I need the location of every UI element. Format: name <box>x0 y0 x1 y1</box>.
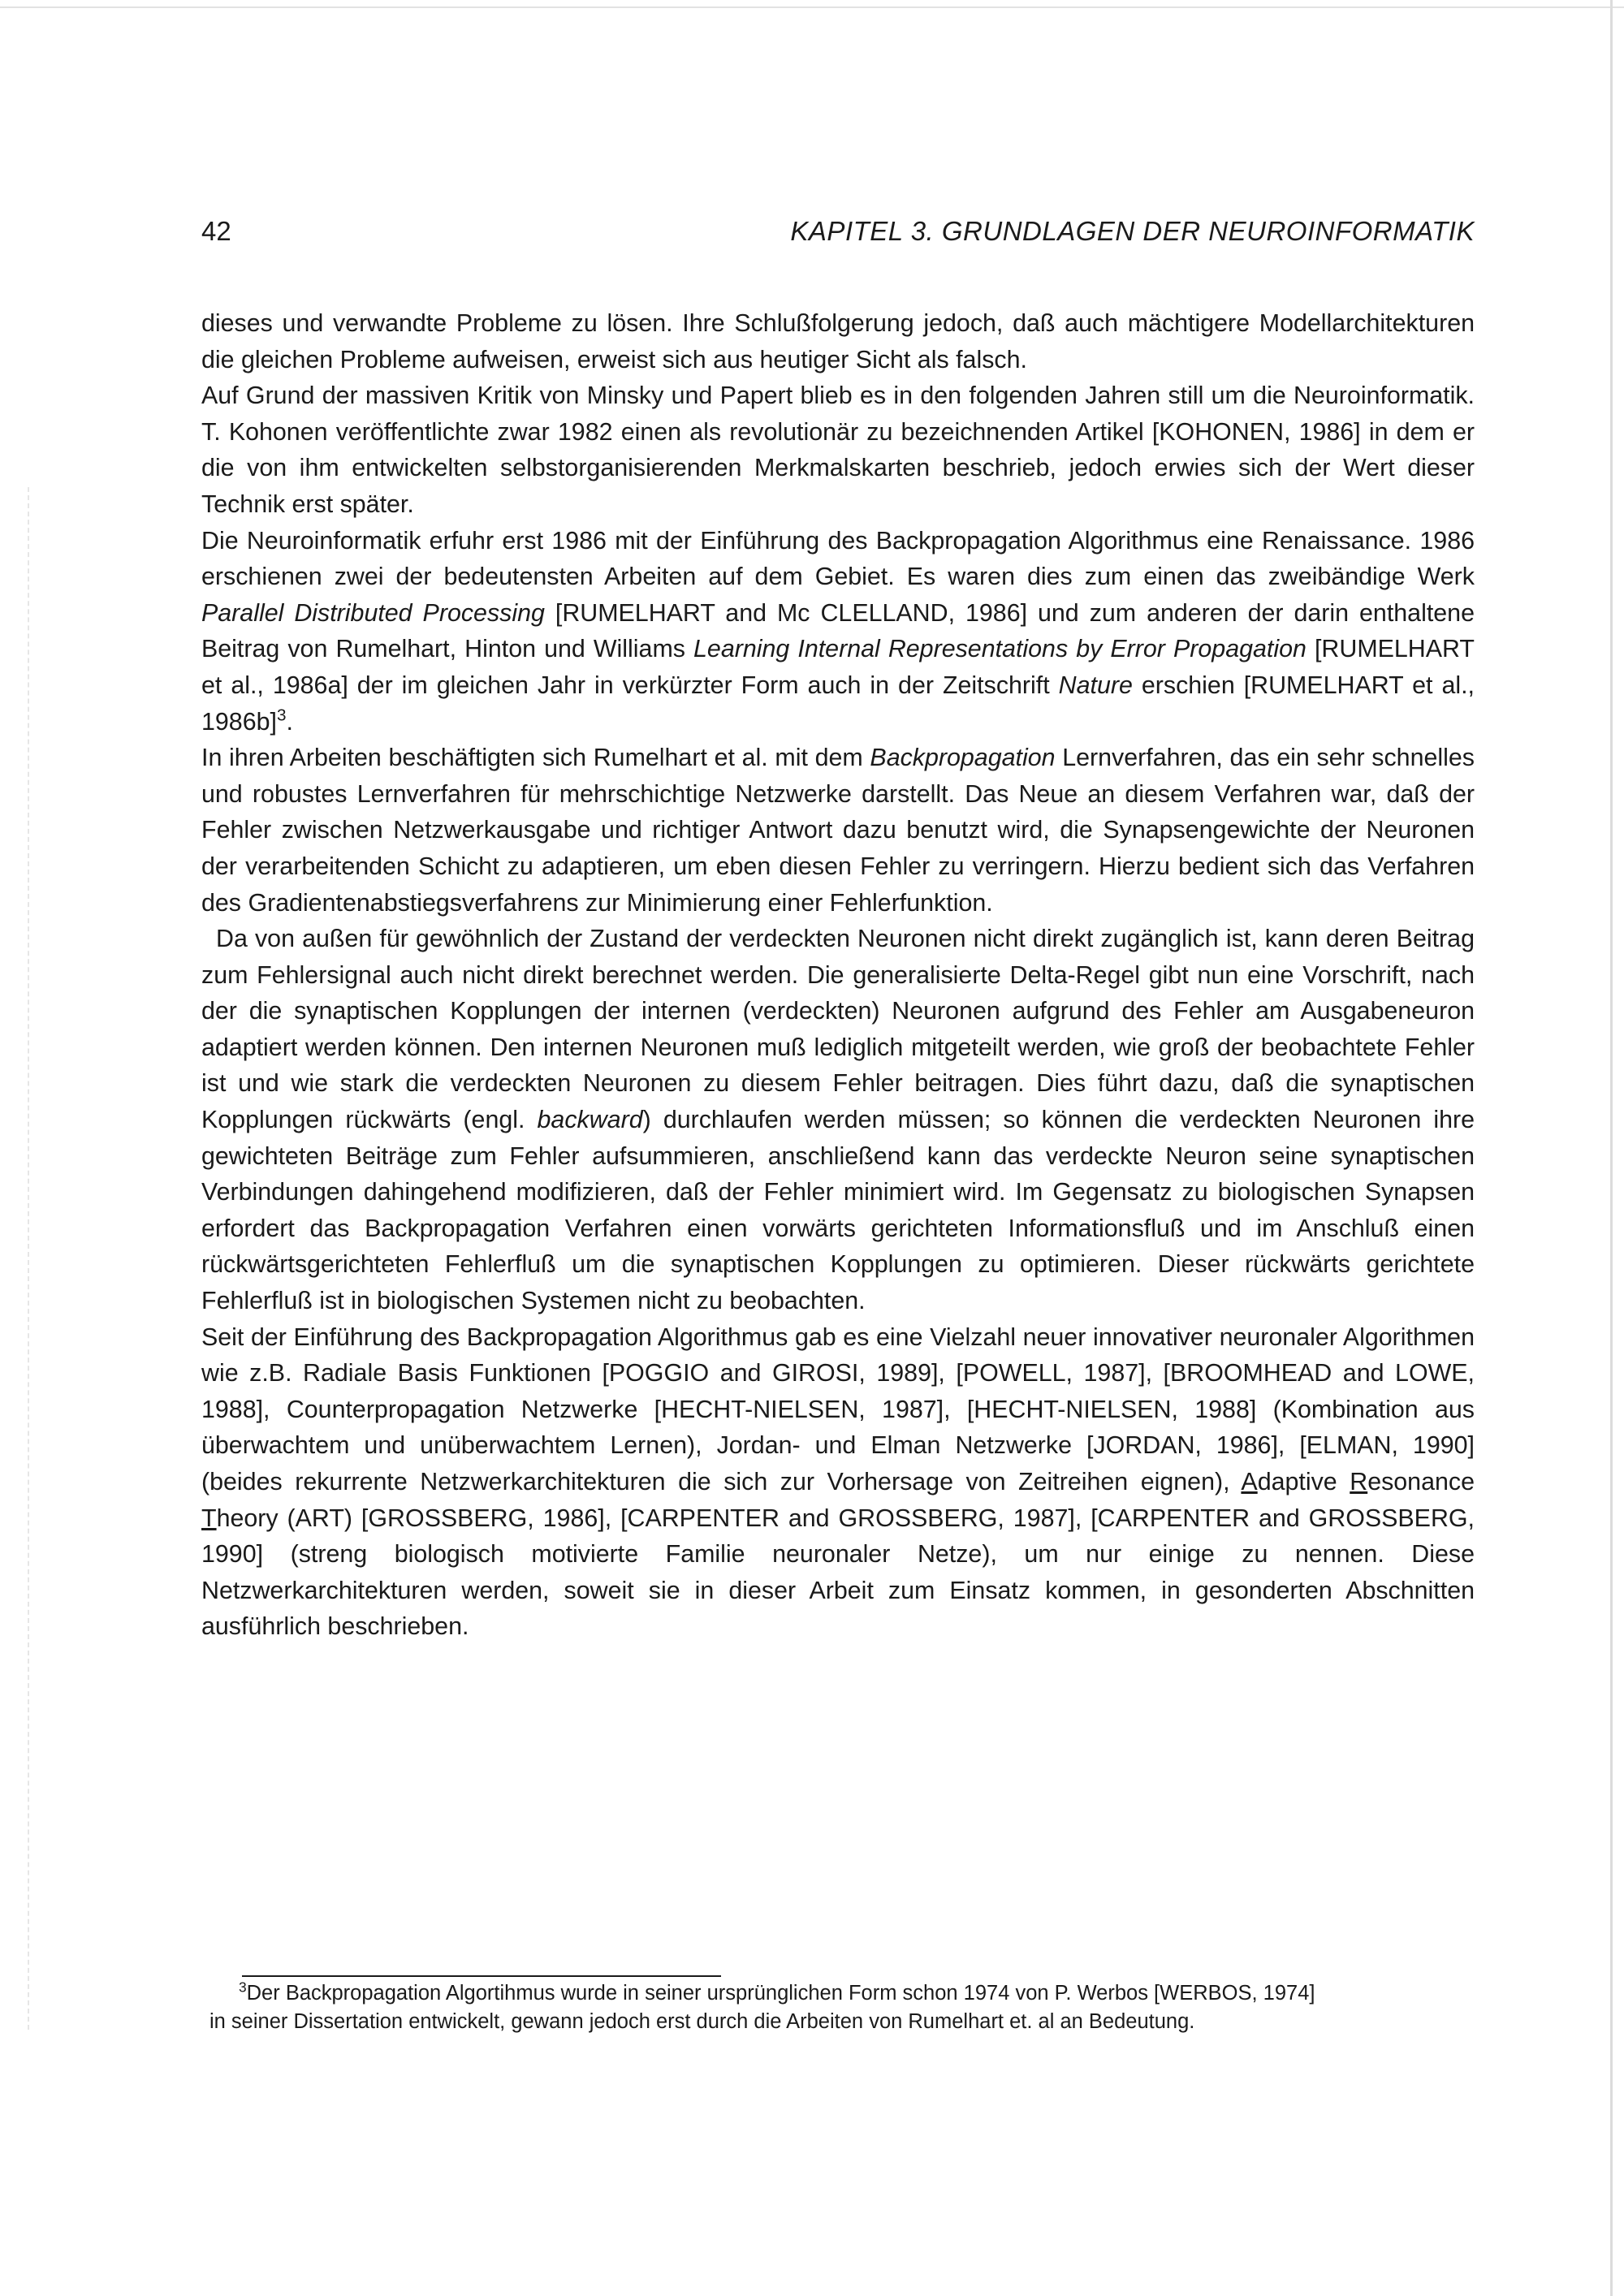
text-run: heory (ART) [GROSSBERG, 1986], [CARPENTER and GROSSBERG, 1987], [CARPENTER and GROSSBERG, 1990] (streng biologisch motivierte Familie neuronaler Netze), um nur einige zu nennen. Diese Netzwerkarchitekturen werden, soweit sie in dieser Arbeit zum Einsatz kommen, in gesonderten Abschnitten ausführlich beschrieben. <box>201 1504 1475 1641</box>
text-run: ) durchlaufen werden müssen; so können die verdeckten Neuronen ihre gewichteten Beiträge zum Fehler aufsummieren, anschließend kann das verdeckte Neuron seine synaptischen Verbindungen dahingehend modifizieren, daß der Fehler minimiert wird. Im Gegensatz zu biologischen Synapsen erfordert das Backpropagation Verfahren einen vorwärts gerichteten Informationsfluß und im Anschluß einen rückwärtsgerichteten Fehlerfluß um die synaptischen Kopplungen zu optimieren. Dieser rückwärts gerichtete Fehlerfluß ist in biologischen Systemen nicht zu beobachten. <box>201 1106 1475 1315</box>
text-run: Lernverfahren, das ein sehr schnelles und robustes Lernverfahren für mehrschichtige Netzwerke darstellt. Das Neue an diesem Verfahren war, daß der Fehler zwischen Netzwerkausgabe und richtiger Antwort dazu benutzt wird, die Synapsengewichte der Neuronen der verarbeitenden Schicht zu adaptieren, um eben diesen Fehler zu verringern. Hierzu bedient sich das Verfahren des Gradientenabstiegsverfahrens zur Minimierung einer Fehlerfunktion. <box>201 744 1475 917</box>
journal-title: Nature <box>1058 671 1133 699</box>
page-number: 42 <box>201 216 231 246</box>
text-run: Seit der Einführung des Backpropagation Algorithmus gab es eine Vielzahl neuer innovativer neuronaler Algorithmen wie z.B. Radiale Basis Funktionen [POGGIO and GIROSI, 1989], [POWELL, 1987], [BROOMHEAD and LOWE, 1988], Counterpropagation Netzwerke [HECHT-NIELSEN, 1987], [HECHT-NIELSEN, 1988] (Kombination aus überwachtem und unüberwachtem Lernen), Jordan- und Elman Netzwerke [JORDAN, 1986], [ELMAN, 1990] (beides rekurrente Netzwerkarchitekturen die sich zur Vorhersage von Zeitreihen eignen), <box>201 1323 1475 1495</box>
text-run: Die Neuroinformatik erfuhr erst 1986 mit der Einführung des Backpropagation Algorithmus eine Renaissance. 1986 erschienen zwei der bedeutensten Arbeiten auf dem Gebiet. Es waren dies zum einen das zweibändige Werk <box>201 526 1475 591</box>
footnote-line-1 <box>209 1979 1475 2008</box>
body-text <box>201 305 1475 1645</box>
text-run: [RUMELHART and Mc CLELLAND, 1986] und zum anderen der darin enthaltene Beitrag von Rumelhart, Hinton und Williams <box>201 598 1475 663</box>
text-run: erschien [RUMELHART et al., 1986b] <box>201 671 1475 736</box>
text-run: Da von außen für gewöhnlich der Zustand der verdeckten Neuronen nicht direkt zugänglich ist, kann deren Beitrag zum Fehlersignal auch nicht direkt berechnet werden. Die generalisierte Delta-Regel gibt nun eine Vorschrift, nach der die synaptischen Kopplungen der internen (verdeckten) Neuronen aufgrund des Fehler am Ausgabeneuron adaptiert werden können. Den internen Neuronen muß lediglich mitgeteilt werden, wie groß der beobachtete Fehler ist und wie stark die verdeckten Neuronen zu diesem Fehler beitragen. Dies führt dazu, daß die synaptischen Kopplungen rückwärts (engl. <box>201 925 1475 1134</box>
paragraph-3 <box>201 523 1475 740</box>
paragraph-5 <box>201 921 1475 1319</box>
scan-edge-top <box>0 6 1624 8</box>
text-run: [RUMELHART et al., 1986a] der im gleichen Jahr in verkürzter Form auch in der Zeitschrift <box>201 635 1475 699</box>
scan-edge-right <box>1610 0 1613 2296</box>
scan-edge-left <box>28 487 29 2030</box>
underlined-letter: R <box>1350 1468 1368 1495</box>
footnote-text: Der Backpropagation Algortihmus wurde in seiner ursprünglichen Form schon 1974 von P. Werbos [WERBOS, 1974] <box>246 1982 1315 2005</box>
footnote-rule <box>242 1975 721 1977</box>
text-run: esonance <box>1367 1468 1475 1495</box>
footnote <box>209 1979 1475 2036</box>
footnote-mark: 3 <box>239 1979 247 1996</box>
underlined-letter: T <box>201 1504 217 1532</box>
text-run: In ihren Arbeiten beschäftigten sich Rumelhart et al. mit dem <box>201 744 870 772</box>
emphasis: backward <box>537 1106 643 1134</box>
text-run: daptive <box>1257 1468 1350 1495</box>
emphasis: Backpropagation <box>870 744 1056 772</box>
paragraph-1: dieses und verwandte Probleme zu lösen. Ihre Schlußfolgerung jedoch, daß auch mächtigere Modellarchitekturen die gleichen Probleme aufweisen, erweist sich aus heutiger Sicht als falsch. <box>201 309 1475 373</box>
article-title: Learning Internal Representations by Error Propagation <box>693 635 1307 663</box>
underlined-letter: A <box>1241 1468 1258 1495</box>
book-title: Parallel Distributed Processing <box>201 598 545 627</box>
running-head: KAPITEL 3. GRUNDLAGEN DER NEUROINFORMATIK <box>790 216 1475 246</box>
paragraph-6 <box>201 1319 1475 1645</box>
paragraph-2: Auf Grund der massiven Kritik von Minsky und Papert blieb es in den folgenden Jahren still um die Neuroinformatik. T. Kohonen veröffentlichte zwar 1982 einen als revolutionär zu bezeichnenden Artikel [KOHONEN, 1986] in dem er die von ihm entwickelten selbstorganisierenden Merkmalskarten beschrieb, jedoch erwies sich der Wert dieser Technik erst später. <box>201 382 1475 518</box>
footnote-reference: 3 <box>276 706 287 725</box>
paragraph-4 <box>201 740 1475 921</box>
text-run: . <box>286 707 293 736</box>
footnote-line-2: in seiner Dissertation entwickelt, gewann jedoch erst durch die Arbeiten von Rumelhart et. al an Bedeutung. <box>209 2010 1195 2033</box>
